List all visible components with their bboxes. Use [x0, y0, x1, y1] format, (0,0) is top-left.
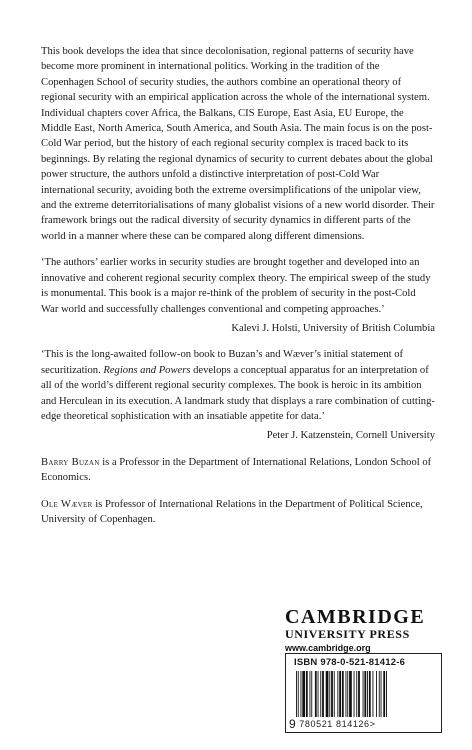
barcode-first-digit: 9: [289, 717, 297, 731]
barcode-bar: [356, 671, 357, 717]
quote-2-part-1: ‘This is the long-awaited follow-on book to Buzan’s and Wæver’s initial statement of securitization.: [41, 349, 404, 376]
barcode-bar: [364, 671, 366, 717]
barcode-bar: [379, 671, 380, 717]
barcode-bar: [322, 671, 324, 717]
barcode-bar: [386, 671, 387, 717]
book-title-italic: Regions and Powers: [103, 364, 191, 376]
barcode-bar: [381, 671, 382, 717]
barcode-bar: [342, 671, 344, 717]
barcode-bar: [383, 671, 385, 717]
barcode-bar: [337, 671, 338, 717]
barcode-bar: [376, 671, 377, 717]
publisher-url: www.cambridge.org: [285, 643, 371, 653]
quote-2-part-2: develops a conceptual apparatus for an interpretation of all of the world’s different regional security complexes. The book is heroic in its ambition and Herculean in its execution. A landmark study that displays a rare combination of cutting-edge theoretical sophistication with an insatiable appetite for data.’: [41, 364, 435, 422]
author-name: Barry Buzan: [41, 456, 100, 468]
book-description: This book develops the idea that since decolonisation, regional patterns of security have become more prominent in international politics. Working in the tradition of the Copenhagen School of security studies, the authors combine an operational theory of regional security with an empirical application across the whole of the international system. Individual chapters cover Africa, the Balkans, CIS Europe, East Asia, EU Europe, the Middle East, North America, South America, and South Asia. The main focus is on the post-Cold War period, but the history of each regional security complex is traced back to its beginnings. By relating the regional dynamics of security to current debates about the global power structure, the authors unfold a distinctive interpretation of post-Cold War international security, avoiding both the extreme oversimplifications of the unipolar view, and the extreme deterritorialisations of many globalist visions of a new world disorder. Their framework brings out the radical diversity of security dynamics in different parts of the world in a manner where these can be compared along different dimensions.: [41, 46, 435, 242]
barcode-bar: [329, 671, 330, 717]
endorsement-quote-2: [41, 347, 435, 424]
endorsement-attribution-2: Peter J. Katzenstein, Cornell University: [266, 430, 435, 442]
publisher-name: CAMBRIDGE: [285, 606, 426, 628]
author-bio-text: is a Professor in the Department of International Relations, London School of Economics.: [41, 456, 432, 484]
barcode-bar: [315, 671, 317, 717]
barcode-bar: [306, 671, 308, 717]
barcode-number: [289, 716, 376, 730]
cover-text: [41, 44, 435, 538]
isbn-barcode: [285, 653, 442, 733]
author-name: Ole Wæver: [41, 498, 93, 510]
author-bio-buzan: [41, 455, 435, 486]
barcode-bar: [301, 671, 302, 717]
barcode-bar: [320, 671, 321, 717]
barcode-bar: [346, 671, 347, 717]
endorsement-attribution-1: Kalevi J. Holsti, University of British Columbia: [231, 322, 435, 334]
barcode-bar: [326, 671, 329, 717]
barcode-end-mark: >: [369, 719, 376, 729]
barcode-bar: [339, 671, 341, 717]
barcode-bar: [373, 671, 374, 717]
barcode-digits: 780521 814126: [299, 719, 370, 729]
barcode-bar: [363, 671, 364, 717]
barcode-bar: [354, 671, 355, 717]
author-bio-waever: [41, 497, 435, 528]
barcode-bar: [310, 671, 311, 717]
barcode-bar: [318, 671, 319, 717]
barcode-bar: [298, 671, 299, 717]
barcode-bar: [311, 671, 312, 717]
barcode-bar: [334, 671, 335, 717]
barcode-bar: [349, 671, 352, 717]
publisher-logo: [285, 607, 435, 654]
publisher-press: UNIVERSITY PRESS: [285, 627, 410, 641]
barcode-bar: [358, 671, 360, 717]
barcode-bar: [347, 671, 348, 717]
barcode-bar: [369, 671, 371, 717]
barcode-bar: [367, 671, 368, 717]
endorsement-quote-1: ‘The authors’ earlier works in security studies are brought together and developed into an innovative and coherent regional security complex theory. The empirical sweep of the study is monumental. This book is a major re-think of the problem of security in the post-Cold War world and successfully challenges conventional and competing approaches.’: [41, 257, 431, 315]
barcode-bars: [294, 671, 432, 717]
barcode-bar: [331, 671, 333, 717]
isbn-label: ISBN 978-0-521-81412-6: [294, 657, 406, 668]
barcode-bar: [302, 671, 305, 717]
author-bio-text: is Professor of International Relations in the Department of Political Science, University of Copenhagen.: [41, 498, 423, 525]
barcode-bar: [296, 671, 297, 717]
